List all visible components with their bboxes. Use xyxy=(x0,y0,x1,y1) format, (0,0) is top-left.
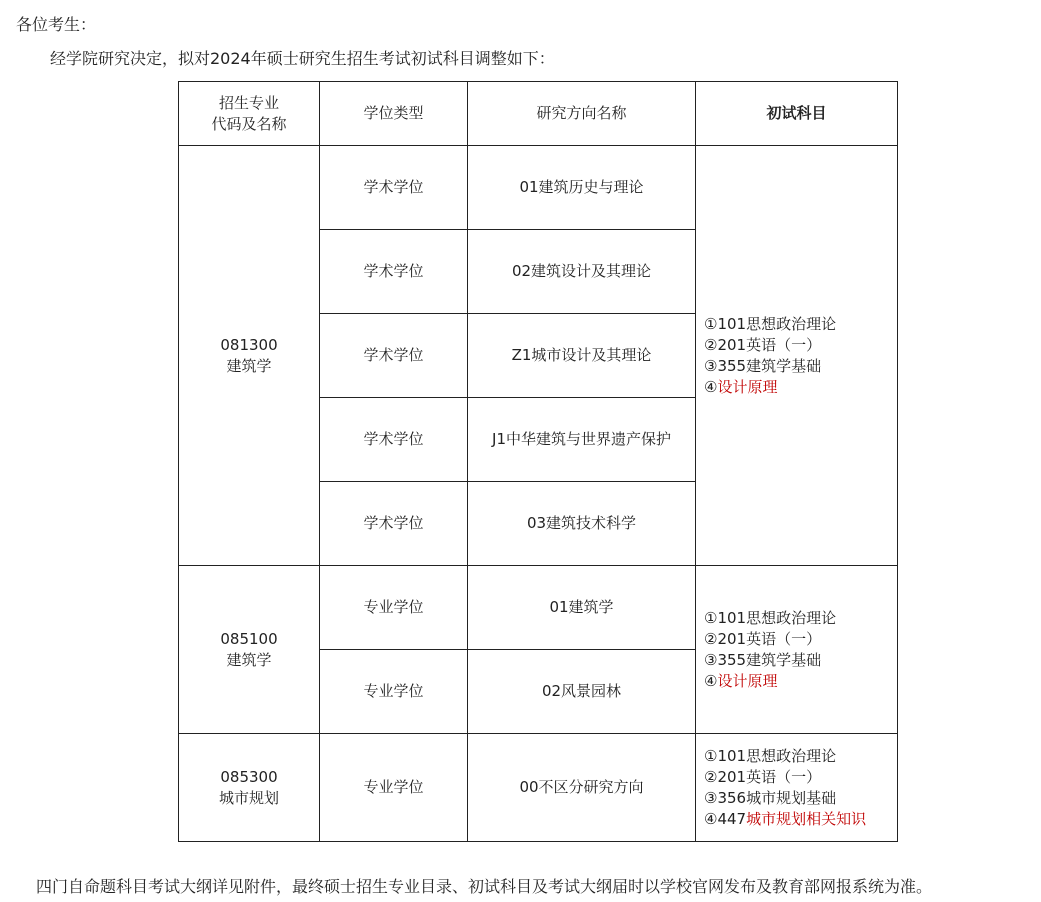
footer-note: 四门自命题科目考试大纲详见附件，最终硕士招生专业目录、初试科目及考试大纲届时以学校官网发布及教育部网报系统为准。 xyxy=(36,877,933,896)
subject-item xyxy=(704,377,897,398)
header-research-direction: 研究方向名称 xyxy=(468,82,696,146)
degree-type-cell: 学术学位 xyxy=(320,482,468,566)
header-exam-subjects: 初试科目 xyxy=(696,82,898,146)
research-direction-cell: 00不区分研究方向 xyxy=(468,734,696,842)
subject-item: ①101思想政治理论 xyxy=(704,314,837,333)
research-direction-cell: J1中华建筑与世界遗产保护 xyxy=(468,398,696,482)
subject-item xyxy=(704,809,897,830)
subject-item: ①101思想政治理论 xyxy=(704,746,837,765)
exam-subjects-table xyxy=(178,81,898,842)
research-direction-cell: 01建筑学 xyxy=(468,566,696,650)
subject-highlight: 设计原理 xyxy=(717,671,778,690)
table-row xyxy=(179,734,898,842)
degree-type-cell: 专业学位 xyxy=(320,566,468,650)
major-cell-085100 xyxy=(179,566,320,734)
research-direction-cell: Z1城市设计及其理论 xyxy=(468,314,696,398)
major-code: 081300 xyxy=(220,335,278,354)
subject-prefix: ④447 xyxy=(704,809,747,828)
subject-prefix: ④ xyxy=(704,377,718,396)
header-major-code-line1: 招生专业 xyxy=(218,93,279,112)
degree-type-cell: 专业学位 xyxy=(320,650,468,734)
greeting: 各位考生： xyxy=(16,15,97,34)
exam-subjects-cell-081300 xyxy=(696,146,898,566)
subject-item xyxy=(704,671,897,692)
subject-item: ①101思想政治理论 xyxy=(704,608,837,627)
degree-type-cell: 学术学位 xyxy=(320,398,468,482)
major-name: 城市规划 xyxy=(218,788,279,807)
major-name: 建筑学 xyxy=(226,650,272,669)
major-cell-085300 xyxy=(179,734,320,842)
research-direction-cell: 03建筑技术科学 xyxy=(468,482,696,566)
subject-item: ③356城市规划基础 xyxy=(704,788,837,807)
research-direction-cell: 02风景园林 xyxy=(468,650,696,734)
table-header-row xyxy=(179,82,898,146)
research-direction-cell: 02建筑设计及其理论 xyxy=(468,230,696,314)
major-code: 085100 xyxy=(220,629,278,648)
subject-highlight: 城市规划相关知识 xyxy=(746,809,867,828)
degree-type-cell: 学术学位 xyxy=(320,146,468,230)
subject-item: ②201英语（一） xyxy=(704,335,822,354)
table-row xyxy=(179,146,898,230)
subject-item: ②201英语（一） xyxy=(704,629,822,648)
subject-item: ②201英语（一） xyxy=(704,767,822,786)
degree-type-cell: 学术学位 xyxy=(320,230,468,314)
major-code: 085300 xyxy=(220,767,278,786)
subject-highlight: 设计原理 xyxy=(717,377,778,396)
intro-paragraph: 经学院研究决定，拟对2024年硕士研究生招生考试初试科目调整如下： xyxy=(50,49,555,68)
major-cell-081300 xyxy=(179,146,320,566)
table-row xyxy=(179,566,898,650)
exam-subjects-cell-085300 xyxy=(696,734,898,842)
degree-type-cell: 学术学位 xyxy=(320,314,468,398)
header-degree-type: 学位类型 xyxy=(320,82,468,146)
exam-subjects-cell-085100 xyxy=(696,566,898,734)
subject-item: ③355建筑学基础 xyxy=(704,356,822,375)
research-direction-cell: 01建筑历史与理论 xyxy=(468,146,696,230)
major-name: 建筑学 xyxy=(226,356,272,375)
subject-prefix: ④ xyxy=(704,671,718,690)
header-major-code xyxy=(179,82,320,146)
subject-item: ③355建筑学基础 xyxy=(704,650,822,669)
header-major-code-line2: 代码及名称 xyxy=(211,114,287,133)
degree-type-cell: 专业学位 xyxy=(320,734,468,842)
